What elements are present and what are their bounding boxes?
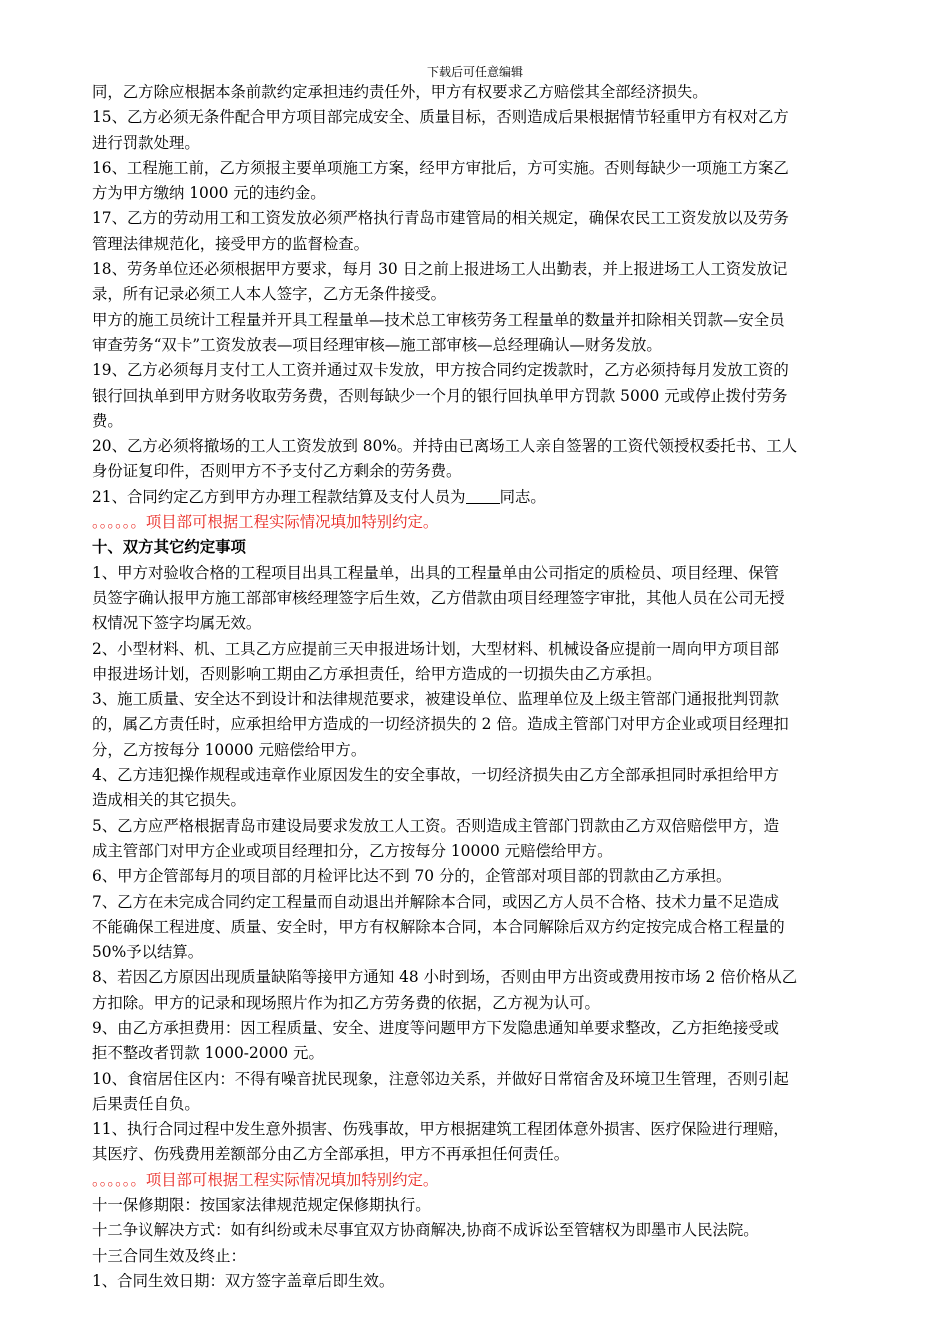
page-header: 下载后可任意编辑	[426, 65, 523, 79]
special-note: 。。。。。。项目部可根据工程实际情况填加特别约定。	[92, 513, 439, 532]
clause-21-text: 21、合同约定乙方到甲方办理工程款结算及支付人员为	[92, 487, 466, 506]
text-line: 不能确保工程进度、质量、安全时，甲方有权解除本合同，本合同解除后双方约定按完成合格工程量的	[92, 917, 785, 936]
text-line: 15、乙方必须无条件配合甲方项目部完成安全、质量目标，否则造成后果根据情节轻重甲方有权对乙方	[92, 108, 789, 127]
text-line: 分，乙方按每分 10000 元赔偿给甲方。	[92, 740, 367, 759]
section-heading: 十、双方其它约定事项	[92, 538, 246, 557]
text-line: 7、乙方在未完成合同约定工程量而自动退出并解除本合同，或因乙方人员不合格、技术力量不足造成	[92, 892, 779, 911]
clause-21	[92, 485, 888, 510]
text-line: 后果责任自负。	[92, 1094, 200, 1113]
document-body	[92, 80, 888, 1294]
text-line: 十一保修期限：按国家法律规范规定保修期执行。	[92, 1196, 431, 1215]
text-line: 同，乙方除应根据本条前款约定承担违约责任外，甲方有权要求乙方赔偿其全部经济损失。	[92, 83, 708, 101]
text-line: 的，属乙方责任时，应承担给甲方造成的一切经济损失的 2 倍。造成主管部门对甲方企业或项目经理扣	[92, 715, 789, 734]
text-line: 10、食宿居住区内：不得有噪音扰民现象，注意邻边关系，并做好日常宿舍及环境卫生管理，否则引起	[92, 1069, 789, 1088]
text-line: 4、乙方违犯操作规程或违章作业原因发生的安全事故，一切经济损失由乙方全部承担同时承担给甲方	[92, 766, 779, 785]
text-line: 十二争议解决方式：如有纠纷或未尽事宜双方协商解决,协商不成诉讼至管辖权为即墨市人民法院。	[92, 1221, 759, 1240]
text-line: 9、由乙方承担费用：因工程质量、安全、进度等问题甲方下发隐患通知单要求整改，乙方拒绝接受或	[92, 1018, 779, 1037]
text-line: 17、乙方的劳动用工和工资发放必须严格执行青岛市建管局的相关规定，确保农民工工资发放以及劳务	[92, 209, 789, 228]
text-line: 身份证复印件，否则甲方不予支付乙方剩余的劳务费。	[92, 462, 462, 481]
text-line: 进行罚款处理。	[92, 133, 200, 152]
text-line: 申报进场计划，否则影响工期由乙方承担责任，给甲方造成的一切损失由乙方承担。	[92, 664, 662, 683]
text-line: 方为甲方缴纳 1000 元的违约金。	[92, 184, 326, 203]
text-line: 造成相关的其它损失。	[92, 791, 246, 810]
text-line: 成主管部门对甲方企业或项目经理扣分，乙方按每分 10000 元赔偿给甲方。	[92, 841, 613, 860]
special-note: 。。。。。。项目部可根据工程实际情况填加特别约定。	[92, 1170, 439, 1189]
text-line: 2、小型材料、机、工具乙方应提前三天申报进场计划，大型材料、机械设备应提前一周向甲方项目部	[92, 639, 779, 658]
text-line: 管理法律规范化，接受甲方的监督检查。	[92, 234, 370, 253]
text-line: 银行回执单到甲方财务收取劳务费，否则每缺少一个月的银行回执单甲方罚款 5000 元或停止拨付劳务	[92, 386, 788, 405]
text-line: 1、合同生效日期：双方签字盖章后即生效。	[92, 1271, 395, 1290]
text-line: 其医疗、伤残费用差额部分由乙方全部承担，甲方不再承担任何责任。	[92, 1145, 570, 1164]
text-line: 十三合同生效及终止：	[92, 1246, 246, 1265]
text-line: 甲方的施工员统计工程量并开具工程量单—技术总工审核劳务工程量单的数量并扣除相关罚款—安全员	[92, 310, 785, 329]
text-line: 19、乙方必须每月支付工人工资并通过双卡发放，甲方按合同约定拨款时，乙方必须持每月发放工资的	[92, 361, 789, 380]
text-line: 拒不整改者罚款 1000-2000 元。	[92, 1044, 324, 1063]
text-line: 审查劳务“双卡”工资发放表—项目经理审核—施工部审核—总经理确认—财务发放。	[92, 335, 662, 354]
text-line: 5、乙方应严格根据青岛市建设局要求发放工人工资。否则造成主管部门罚款由乙方双倍赔偿甲方，造	[92, 816, 779, 835]
text-line: 11、执行合同过程中发生意外损害、伤残事故，甲方根据建筑工程团体意外损害、医疗保险进行理赔，	[92, 1120, 789, 1139]
text-line: 6、甲方企管部每月的项目部的月检评比达不到 70 分的，企管部对项目部的罚款由乙方承担。	[92, 867, 732, 886]
text-line: 16、工程施工前，乙方须报主要单项施工方案，经甲方审批后，方可实施。否则每缺少一项施工方案乙	[92, 158, 789, 177]
text-line: 18、劳务单位还必须根据甲方要求，每月 30 日之前上报进场工人出勤表，并上报进场工人工资发放记	[92, 260, 788, 279]
text-line: 权情况下签字均属无效。	[92, 614, 262, 633]
text-line: 1、甲方对验收合格的工程项目出具工程量单，出具的工程量单由公司指定的质检员、项目经理、保管	[92, 563, 779, 582]
text-line: 员签字确认报甲方施工部部审核经理签字后生效，乙方借款由项目经理签字审批，其他人员在公司无授	[92, 588, 785, 607]
text-line: 3、施工质量、安全达不到设计和法律规范要求，被建设单位、监理单位及上级主管部门通报批判罚款	[92, 690, 779, 709]
text-line: 8、若因乙方原因出现质量缺陷等接甲方通知 48 小时到场，否则由甲方出资或费用按市场 2 倍价格从乙	[92, 968, 798, 987]
text-line: 20、乙方必须将撤场的工人工资发放到 80%。并持由已离场工人亲自签署的工资代领授权委托书、工人	[92, 437, 798, 456]
text-line: 费。	[92, 411, 123, 430]
clause-21-suffix: 同志。	[499, 487, 546, 506]
text-line: 录，所有记录必须工人本人签字，乙方无条件接受。	[92, 285, 446, 304]
blank-fill-field[interactable]	[466, 487, 500, 504]
text-line: 方扣除。甲方的记录和现场照片作为扣乙方劳务费的依据，乙方视为认可。	[92, 993, 600, 1012]
text-line: 50%予以结算。	[92, 943, 204, 962]
